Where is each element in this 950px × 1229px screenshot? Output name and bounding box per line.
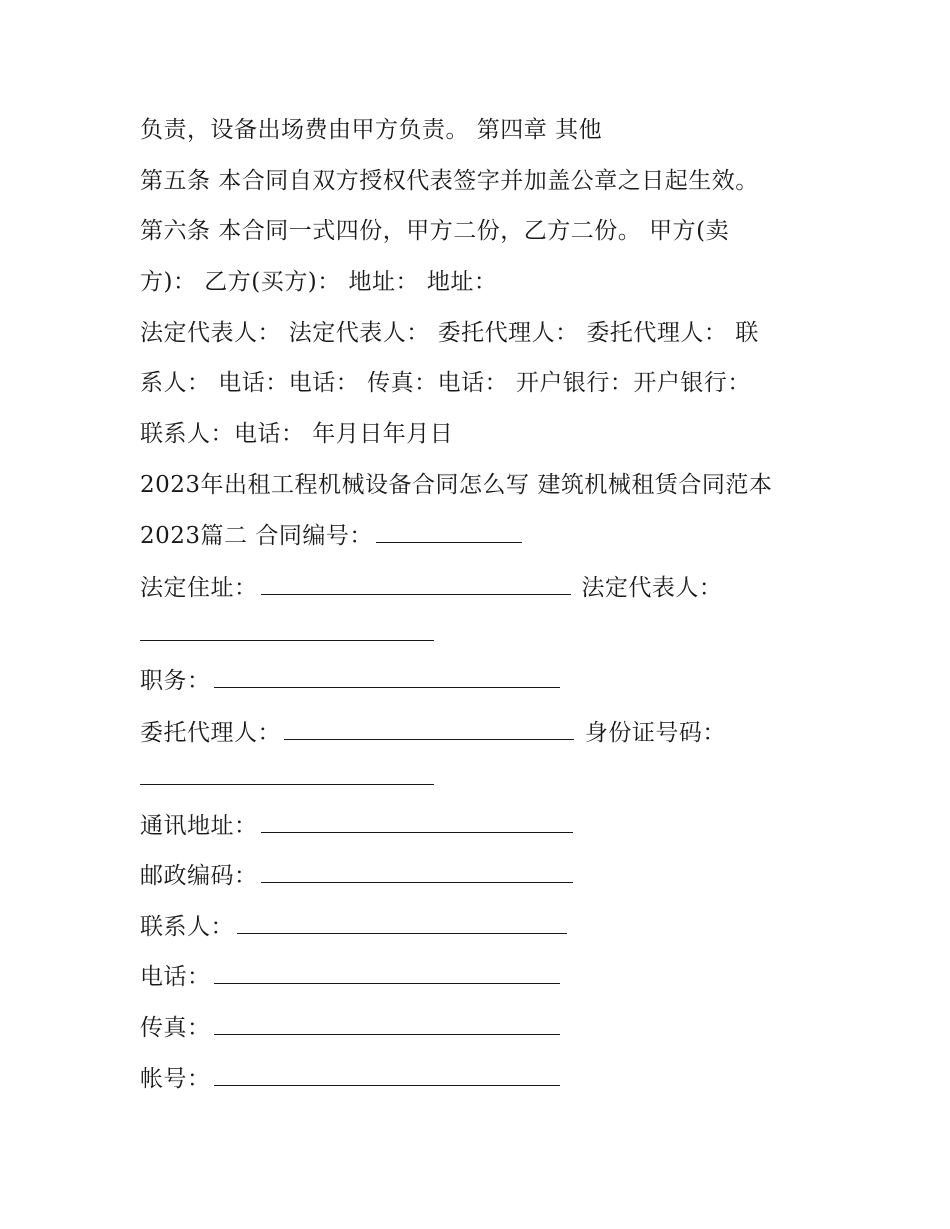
contact-label: 联系人：: [140, 914, 234, 940]
phone-blank: [214, 961, 560, 984]
contract-number-label: 2023篇二 合同编号：: [140, 523, 373, 549]
text-line-1: 负责，设备出场费由甲方负责。 第四章 其他: [140, 117, 603, 143]
legal-address-row: [140, 572, 722, 603]
position-row: [140, 665, 563, 696]
legal-address-label: 法定住址：: [140, 575, 258, 601]
phone-row: [140, 961, 563, 992]
agent-row: [140, 717, 726, 748]
text-line-5: 法定代表人： 法定代表人： 委托代理人： 委托代理人： 联: [140, 320, 759, 346]
text-line-2: 第五条 本合同自双方授权代表签字并加盖公章之日起生效。: [140, 168, 759, 194]
mail-address-blank: [261, 810, 573, 833]
mail-address-label: 通讯地址：: [140, 813, 258, 839]
text-line-3: 第六条 本合同一式四份，甲方二份，乙方二份。 甲方(卖: [140, 218, 730, 244]
mail-address-row: [140, 810, 576, 841]
position-blank: [214, 665, 560, 688]
postal-code-row: [140, 860, 576, 891]
section-heading: 2023年出租工程机械设备合同怎么写 建筑机械租赁合同范本: [140, 472, 773, 498]
account-blank: [214, 1063, 560, 1086]
legal-rep-blank-row: [140, 618, 437, 649]
contract-number-row: [140, 520, 525, 551]
contract-number-blank: [376, 520, 522, 543]
phone-label: 电话：: [140, 964, 211, 990]
text-line-7: 联系人：电话： 年月日年月日: [140, 421, 454, 447]
id-number-blank: [140, 762, 434, 785]
agent-blank: [284, 717, 574, 740]
fax-label: 传真：: [140, 1015, 211, 1041]
legal-address-blank: [261, 572, 571, 595]
contact-row: [140, 911, 570, 942]
account-row: [140, 1063, 563, 1094]
account-label: 帐号：: [140, 1066, 211, 1092]
legal-rep-label: 法定代表人：: [581, 575, 723, 601]
position-label: 职务：: [140, 668, 211, 694]
postal-code-blank: [261, 860, 573, 883]
id-number-blank-row: [140, 762, 437, 793]
fax-blank: [214, 1012, 560, 1035]
contact-blank: [237, 911, 567, 934]
text-line-6: 系人： 电话：电话： 传真：电话： 开户银行：开户银行：: [140, 370, 751, 396]
postal-code-label: 邮政编码：: [140, 863, 258, 889]
legal-rep-blank: [140, 618, 434, 641]
text-line-4: 方)： 乙方(买方)： 地址： 地址：: [140, 269, 498, 295]
id-number-label: 身份证号码：: [584, 720, 726, 746]
agent-label: 委托代理人：: [140, 720, 281, 746]
fax-row: [140, 1012, 563, 1043]
